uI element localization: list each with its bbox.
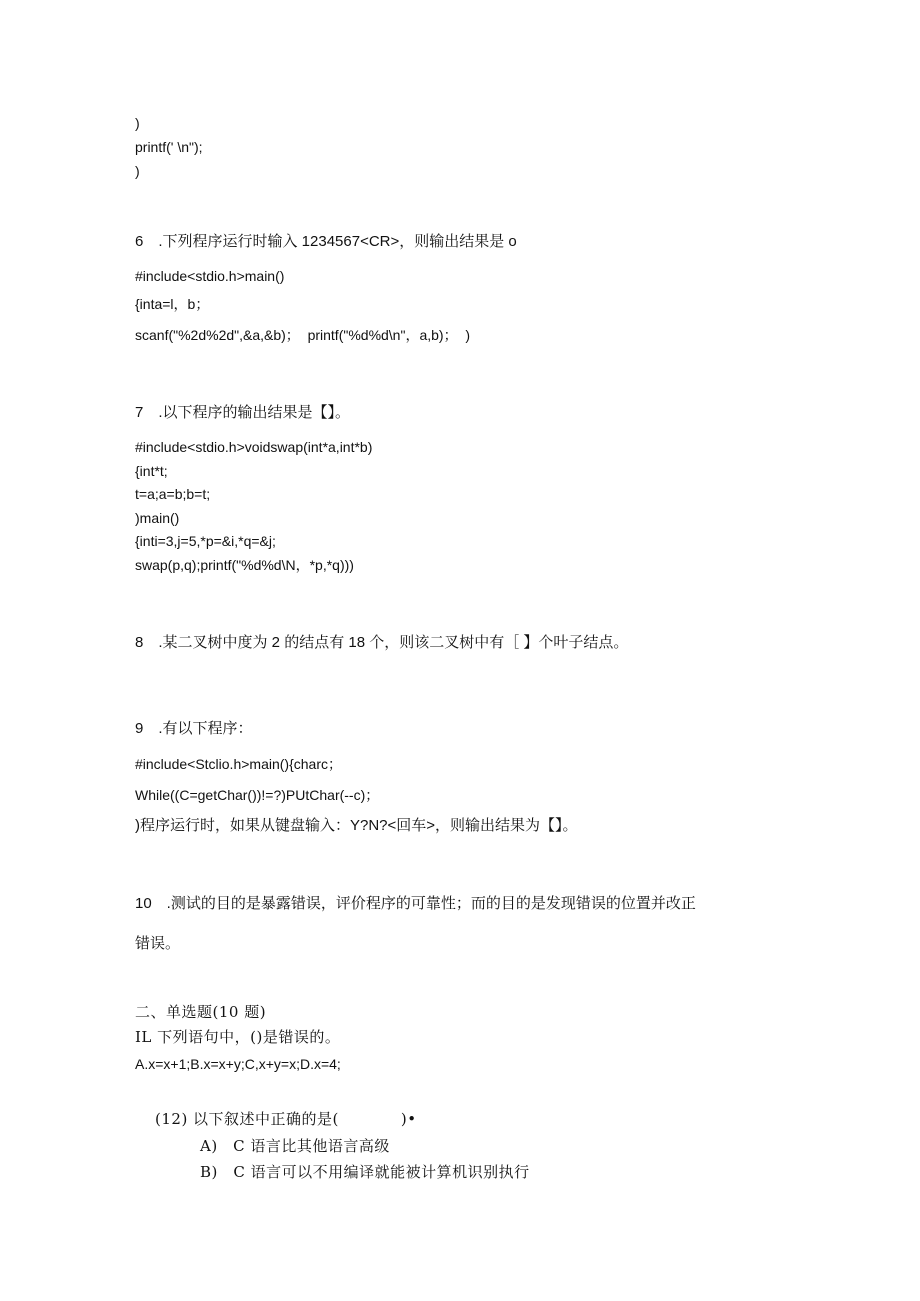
code-line: {inti=3,j=5,*p=&i,*q=&j; xyxy=(135,533,276,549)
code-line: #include<stdio.h>voidswap(int*a,int*b) xyxy=(135,439,373,455)
code-line: {inta=l，b； xyxy=(135,296,210,312)
code-line: ) xyxy=(135,115,140,131)
question-title: 10 .测试的目的是暴露错误，评价程序的可靠性；而的目的是发现错误的位置并改正 xyxy=(135,895,696,912)
question-title: 7 .以下程序的输出结果是【】。 xyxy=(135,404,351,421)
question-11: IL 下列语句中，()是错误的。 xyxy=(135,1028,341,1046)
code-line: #include<stdio.h>main() xyxy=(135,268,285,284)
code-line: {int*t; xyxy=(135,463,168,479)
question-title-continued: 错误。 xyxy=(135,935,181,952)
question-title: 9 .有以下程序： xyxy=(135,720,253,737)
question-11-options: A.x=x+1;B.x=x+y;C,x+y=x;D.x=4; xyxy=(135,1056,341,1072)
option-a: A) C 语言比其他语言高级 xyxy=(200,1137,390,1155)
code-line: While((C=getChar())!=?)PUtChar(--c)； xyxy=(135,787,380,803)
question-title: 6 .下列程序运行时输入 1234567<CR>，则输出结果是 o xyxy=(135,233,517,250)
code-line: t=a;a=b;b=t; xyxy=(135,486,211,502)
section-heading: 二、单选题(10 题) xyxy=(135,1003,267,1021)
question-12: (12) 以下叙述中正确的是( )• xyxy=(155,1110,417,1128)
code-line: )main() xyxy=(135,510,180,526)
option-b: B) C 语言可以不用编译就能被计算机识别执行 xyxy=(200,1163,530,1181)
code-line: #include<Stclio.h>main(){charc； xyxy=(135,756,342,772)
code-line: printf(' \n"); xyxy=(135,139,203,155)
code-line: ) xyxy=(135,163,140,179)
code-line: )程序运行时，如果从键盘输入：Y?N?<回车>，则输出结果为【】。 xyxy=(135,817,578,834)
code-line: scanf("%2d%2d",&a,&b)； printf("%d%d\n"，a,b)； ) xyxy=(135,327,471,343)
code-line: swap(p,q);printf("%d%d\N，*p,*q))) xyxy=(135,557,354,573)
question-title: 8 .某二叉树中度为 2 的结点有 18 个，则该二叉树中有［ 】个叶子结点。 xyxy=(135,634,629,651)
